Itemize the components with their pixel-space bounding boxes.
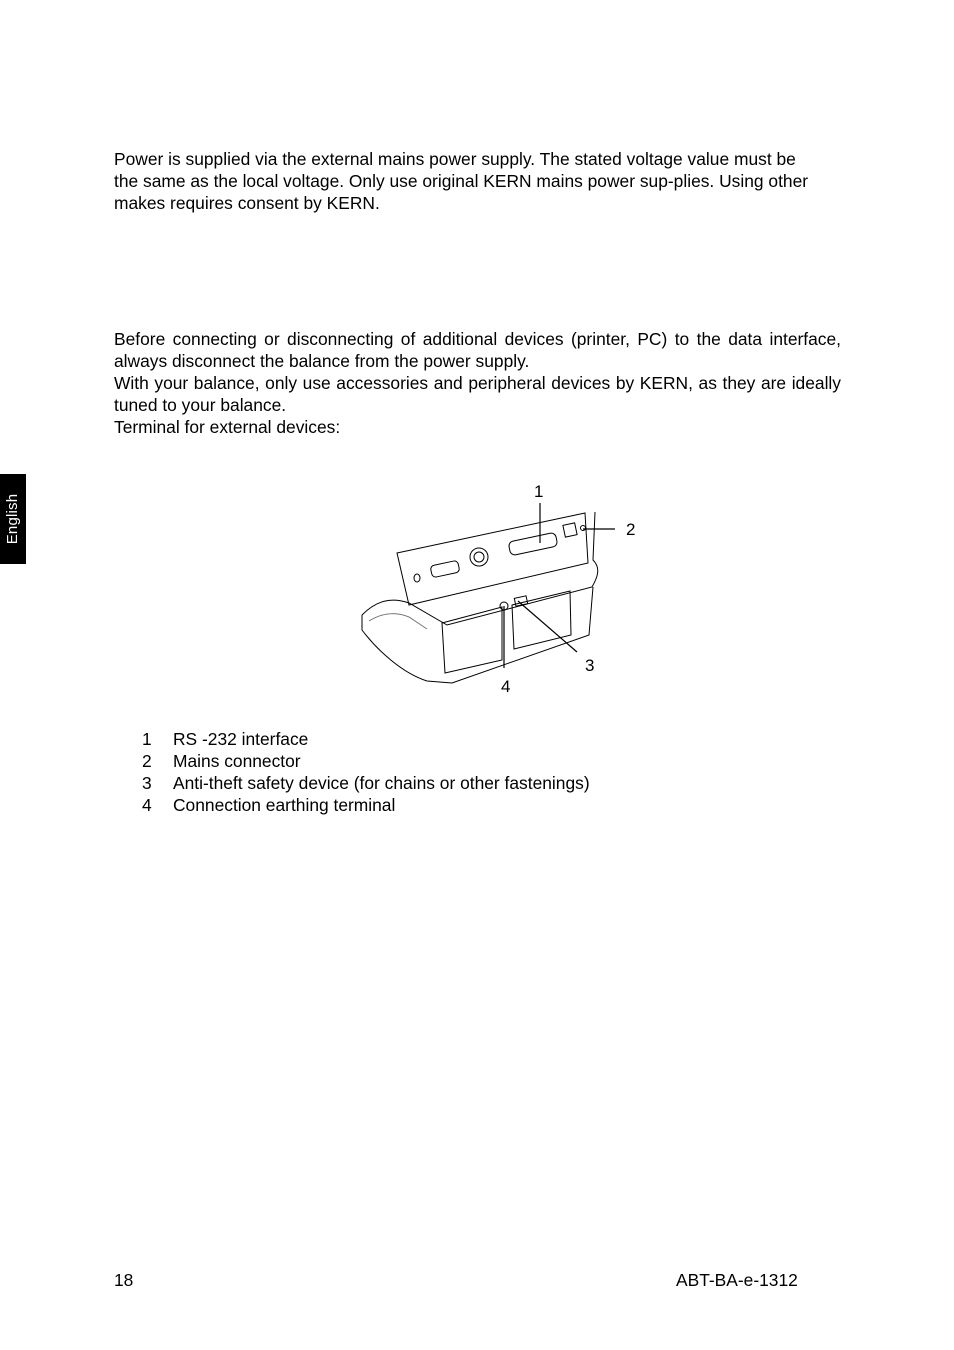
callout-1: 1	[534, 482, 544, 501]
legend-item: 4 Connection earthing terminal	[142, 795, 396, 815]
interface-paragraph	[114, 328, 841, 438]
document-code: ABT-BA-e-1312	[676, 1270, 798, 1290]
language-tab-label: English	[4, 493, 21, 545]
callout-3: 3	[585, 656, 595, 675]
figure-legend	[142, 728, 590, 816]
mains-socket	[563, 523, 577, 537]
legend-item: 1 RS -232 interface	[142, 729, 309, 749]
rs232-connector	[508, 532, 558, 556]
language-tab	[0, 474, 26, 564]
callout-2: 2	[626, 520, 636, 539]
terminal-caption: Terminal for external devices:	[114, 417, 341, 437]
interface-warning-text: Before connecting or disconnecting of additional devices (printer, PC) to the data interface, always disconnect the balance from the power supply.	[114, 329, 841, 371]
balance-rear-figure	[357, 475, 647, 700]
page-number: 18	[114, 1270, 134, 1290]
callout-4: 4	[501, 677, 511, 696]
accessories-text: With your balance, only use accessories and peripheral devices by KERN, as they are ideally tuned to your balance.	[114, 373, 841, 415]
power-supply-paragraph: Power is supplied via the external mains power supply. The stated voltage value must be the same as the local voltage. Only use original KERN mains power sup-plies. Using other makes requires consent by KERN.	[114, 149, 809, 213]
rear-panel	[397, 513, 588, 605]
legend-item: 3 Anti-theft safety device (for chains or other fastenings)	[142, 773, 590, 793]
legend-item: 2 Mains connector	[142, 751, 301, 771]
balance-base-outline	[362, 587, 593, 683]
